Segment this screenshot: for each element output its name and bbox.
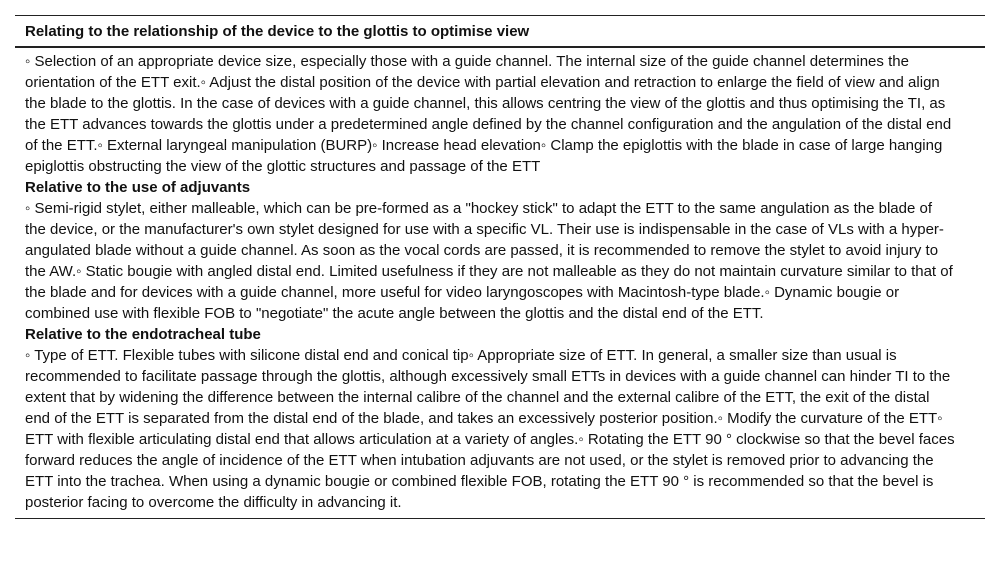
table-header: Relating to the relationship of the device to the glottis to optimise view xyxy=(15,16,985,48)
section-device-glottis-body: ◦ Selection of an appropriate device size, especially those with a guide channel. The internal size of the guide channel determines the orientation of the ETT exit.◦ Adjust the distal position of the device with partial elevation and retraction to enlarge the field of view and align the blade to the glottis. In the case of devices with a guide channel, this allows centring the view of the glottis and thus optimising the TI, as the ETT advances towards the glottis under a predetermined angle defined by the channel configuration and the angulation of the distal end of the ETT.◦ External laryngeal manipulation (BURP)◦ Increase head elevation◦ Clamp the epiglottis with the blade in case of large hanging epiglottis obstructing the view of the glottic structures and passage of the ETT xyxy=(25,53,952,175)
recommendations-table xyxy=(15,15,985,519)
section-adjuvants-title: Relative to the use of adjuvants xyxy=(25,179,251,196)
section-endotracheal-tube-body: ◦ Type of ETT. Flexible tubes with silicone distal end and conical tip◦ Appropriate size of ETT. In general, a smaller size than usual is recommended to facilitate passage through the glottis, although excessively small ETTs in devices with a guide channel can hinder TI to the extent that by widening the difference between the internal calibre of the channel and the external calibre of the ETT, the exit of the distal end of the ETT is separated from the distal end of the blade, and takes an excessively posterior position.◦ Modify the curvature of the ETT◦ ETT with flexible articulating distal end that allows articulation at a variety of angles.◦ Rotating the ETT 90 ° clockwise so that the bevel faces forward reduces the angle of incidence of the ETT when intubation adjuvants are not used, or the stylet is removed prior to advancing the ETT into the trachea. When using a dynamic bougie or combined flexible FOB, rotating the ETT 90 ° is recommended so that the bevel is posterior facing to overcome the difficulty in advancing it. xyxy=(25,347,955,511)
section-adjuvants-body: ◦ Semi-rigid stylet, either malleable, which can be pre-formed as a "hockey stick" to adapt the ETT to the same angulation as the blade of the device, or the manufacturer's own stylet designed for use with a specific VL. Their use is indispensable in the case of VLs with a hyper-angulated blade without a guide channel. As soon as the vocal cords are passed, it is recommended to remove the stylet to avoid injury to the AW.◦ Static bougie with angled distal end. Limited usefulness if they are not malleable as they do not maintain curvature similar to that of the blade and for devices with a guide channel, more useful for video laryngoscopes with Macintosh-type blade.◦ Dynamic bougie or combined use with flexible FOB to "negotiate" the acute angle between the glottis and the distal end of the ETT. xyxy=(25,200,953,322)
section-endotracheal-tube-title: Relative to the endotracheal tube xyxy=(25,326,261,343)
table-bottom-rule xyxy=(15,518,985,519)
